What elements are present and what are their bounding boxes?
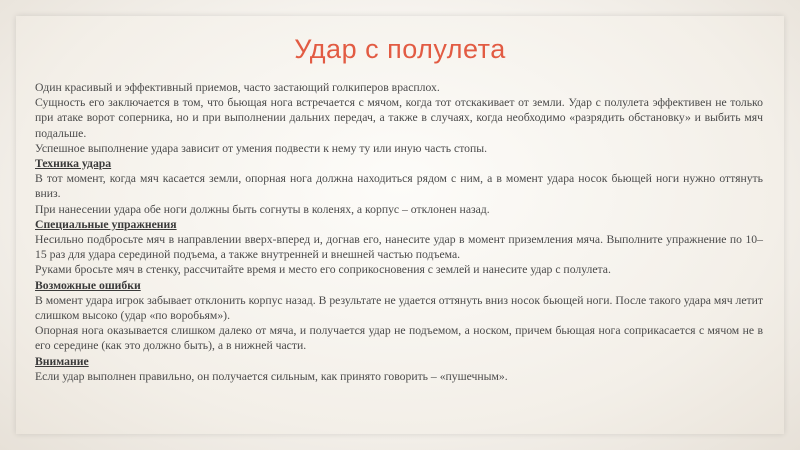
paragraph-intro: Один красивый и эффективный приемов, часто застающий голкиперов врасплох. — [35, 81, 440, 94]
paragraph-mistake-2: Опорная нога оказывается слишком далеко от мяча, и получается удар не подъемом, а носком, причем бьющая нога соприкасается с мячом не в его середине (как это должно быть), а в нижней части. — [35, 324, 763, 353]
paragraph-attention: Если удар выполнен правильно, он получается сильным, как принято говорить – «пушечным». — [35, 369, 508, 383]
paragraph-exercise-1: Несильно подбросьте мяч в направлении вверх-вперед и, догнав его, нанесите удар в момент приземления мяча. Выполните упражнение по 10–15 раз для удара серединой подъема, а также внутренней и внешней частью подъема. — [35, 233, 763, 262]
paragraph-exercise-2: Руками бросьте мяч в стенку, рассчитайте время и место его соприкосновения с землей и нанесите удар с полулета. — [35, 263, 611, 277]
heading-attention: Внимание — [35, 354, 89, 368]
paragraph-technique-1: В тот момент, когда мяч касается земли, опорная нога должна находиться рядом с ним, а в момент удара носок бьющей ноги нужно оттянуть вниз. — [35, 172, 763, 201]
heading-mistakes: Возможные ошибки — [35, 278, 141, 292]
paragraph-essence: Сущность его заключается в том, что бьющая нога встречается с мячом, когда тот отскакивает от земли. Удар с полулета эффективен не только при атаке ворот соперника, но и при выполнении дальних передач, а также в случаях, когда необходимо «разрядить обстановку» и выбить мяч подальше. — [35, 96, 763, 140]
paragraph-technique-2: При нанесении удара обе ноги должны быть согнуты в коленях, а корпус – отклонен назад. — [35, 202, 490, 216]
heading-technique: Техника удара — [35, 157, 112, 171]
heading-exercises: Специальные упражнения — [35, 217, 177, 231]
paragraph-mistake-1: В момент удара игрок забывает отклонить корпус назад. В результате не удается оттянуть вниз носок бьющей ноги. После такого удара мяч летит слишком высоко (удар «по воробьям»). — [35, 293, 763, 323]
slide-title: Удар с полулета — [294, 34, 506, 64]
slide-body — [35, 80, 763, 384]
paragraph-success: Успешное выполнение удара зависит от умения подвести к нему ту или иную часть стопы. — [35, 141, 488, 155]
